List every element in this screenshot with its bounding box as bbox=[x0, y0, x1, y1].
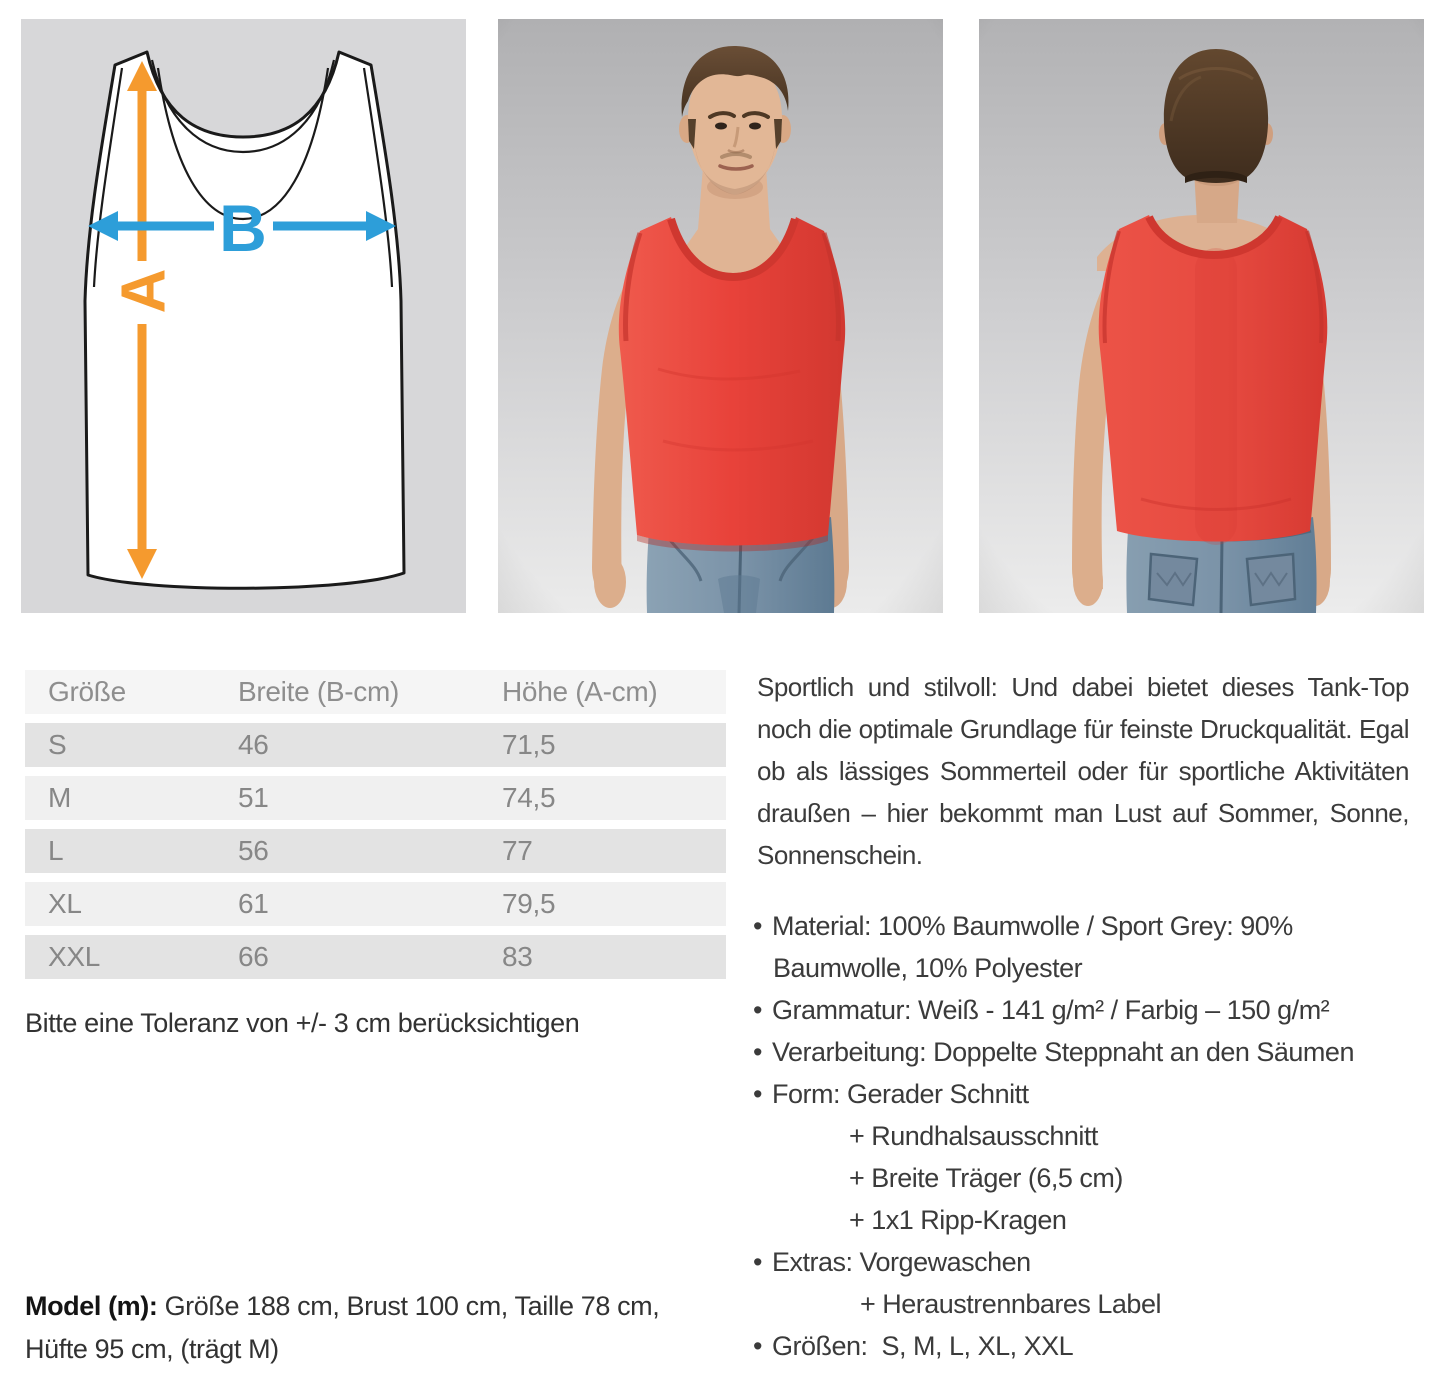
feature-item-groessen bbox=[753, 1325, 1421, 1367]
cell-size: XL bbox=[48, 888, 82, 919]
table-row-xxl bbox=[25, 935, 726, 979]
cell-hoehe: 74,5 bbox=[502, 782, 556, 813]
cell-breite: 61 bbox=[238, 888, 269, 919]
feature-item-material-wrap bbox=[753, 947, 1421, 989]
feature-text: Grammatur: Weiß - 141 g/m² / Farbig – 150 g/m² bbox=[772, 995, 1330, 1025]
feature-text: + 1x1 Ripp-Kragen bbox=[849, 1205, 1067, 1235]
feature-item-material bbox=[753, 905, 1421, 947]
tank-top-measurement-drawing bbox=[21, 19, 466, 613]
feature-text: + Breite Träger (6,5 cm) bbox=[849, 1163, 1123, 1193]
cell-hoehe: 79,5 bbox=[502, 888, 556, 919]
size-table bbox=[25, 670, 726, 988]
feature-item-rundhals bbox=[753, 1115, 1421, 1157]
feature-item-label bbox=[753, 1283, 1421, 1325]
cell-size: M bbox=[48, 782, 72, 813]
cell-hoehe: 77 bbox=[502, 835, 533, 866]
tolerance-note: Bitte eine Toleranz von +/- 3 cm berücksichtigen bbox=[25, 1008, 580, 1038]
table-row-xl bbox=[25, 882, 726, 926]
product-description: Sportlich und stilvoll: Und dabei bietet dieses Tank-Top noch die optimale Grundlage für feinste Druckqualität. Egal ob als lässiges Sommerteil oder für sportliche Aktivitäten draußen – hier bekommt man Lust auf Sommer, Sonne, Sonnenschein. bbox=[757, 672, 1409, 870]
cell-breite: 51 bbox=[238, 782, 269, 813]
feature-item-extras bbox=[753, 1241, 1421, 1283]
cell-hoehe: 83 bbox=[502, 941, 533, 972]
feature-text: Verarbeitung: Doppelte Steppnaht an den Säumen bbox=[772, 1037, 1354, 1067]
table-row-m bbox=[25, 776, 726, 820]
front-photo-panel bbox=[498, 19, 943, 613]
feature-text: + Heraustrennbares Label bbox=[860, 1289, 1161, 1319]
cell-size: L bbox=[48, 835, 64, 866]
bullet-icon: • bbox=[753, 1247, 762, 1277]
header-groesse: Größe bbox=[48, 676, 126, 707]
feature-text: Baumwolle, 10% Polyester bbox=[773, 953, 1083, 983]
feature-item-rippkragen bbox=[753, 1199, 1421, 1241]
feature-item-verarbeitung bbox=[753, 1031, 1421, 1073]
feature-text: Größen: S, M, L, XL, XXL bbox=[772, 1331, 1074, 1361]
feature-text: Material: 100% Baumwolle / Sport Grey: 90% bbox=[772, 911, 1293, 941]
table-row-s bbox=[25, 723, 726, 767]
model-info-label: Model (m): bbox=[25, 1291, 158, 1321]
cell-size: S bbox=[48, 729, 67, 760]
size-diagram-panel bbox=[21, 19, 466, 613]
feature-item-traeger bbox=[753, 1157, 1421, 1199]
label-b: B bbox=[219, 191, 267, 265]
cell-breite: 56 bbox=[238, 835, 269, 866]
model-info-line2: Hüfte 95 cm, (trägt M) bbox=[25, 1334, 279, 1364]
feature-list bbox=[753, 905, 1421, 1367]
model-info-line1: Größe 188 cm, Brust 100 cm, Taille 78 cm, bbox=[157, 1291, 660, 1321]
back-photo-panel bbox=[979, 19, 1424, 613]
table-row-l bbox=[25, 829, 726, 873]
feature-text: Form: Gerader Schnitt bbox=[772, 1079, 1029, 1109]
cell-size: XXL bbox=[48, 941, 101, 972]
model-info bbox=[25, 1285, 745, 1371]
bullet-icon: • bbox=[753, 1331, 762, 1361]
bullet-icon: • bbox=[753, 1079, 762, 1109]
feature-item-form bbox=[753, 1073, 1421, 1115]
header-hoehe: Höhe (A-cm) bbox=[502, 676, 658, 707]
cell-breite: 66 bbox=[238, 941, 269, 972]
feature-text: Extras: Vorgewaschen bbox=[772, 1247, 1031, 1277]
header-breite: Breite (B-cm) bbox=[238, 676, 399, 707]
feature-item-grammatur bbox=[753, 989, 1421, 1031]
model-front-photo bbox=[498, 19, 943, 613]
size-table-header-row bbox=[25, 670, 726, 714]
feature-text: + Rundhalsausschnitt bbox=[849, 1121, 1098, 1151]
label-a: A bbox=[109, 268, 179, 314]
cell-breite: 46 bbox=[238, 729, 269, 760]
bullet-icon: • bbox=[753, 1037, 762, 1067]
bullet-icon: • bbox=[753, 995, 762, 1025]
bullet-icon: • bbox=[753, 911, 762, 941]
model-back-photo bbox=[979, 19, 1424, 613]
cell-hoehe: 71,5 bbox=[502, 729, 556, 760]
